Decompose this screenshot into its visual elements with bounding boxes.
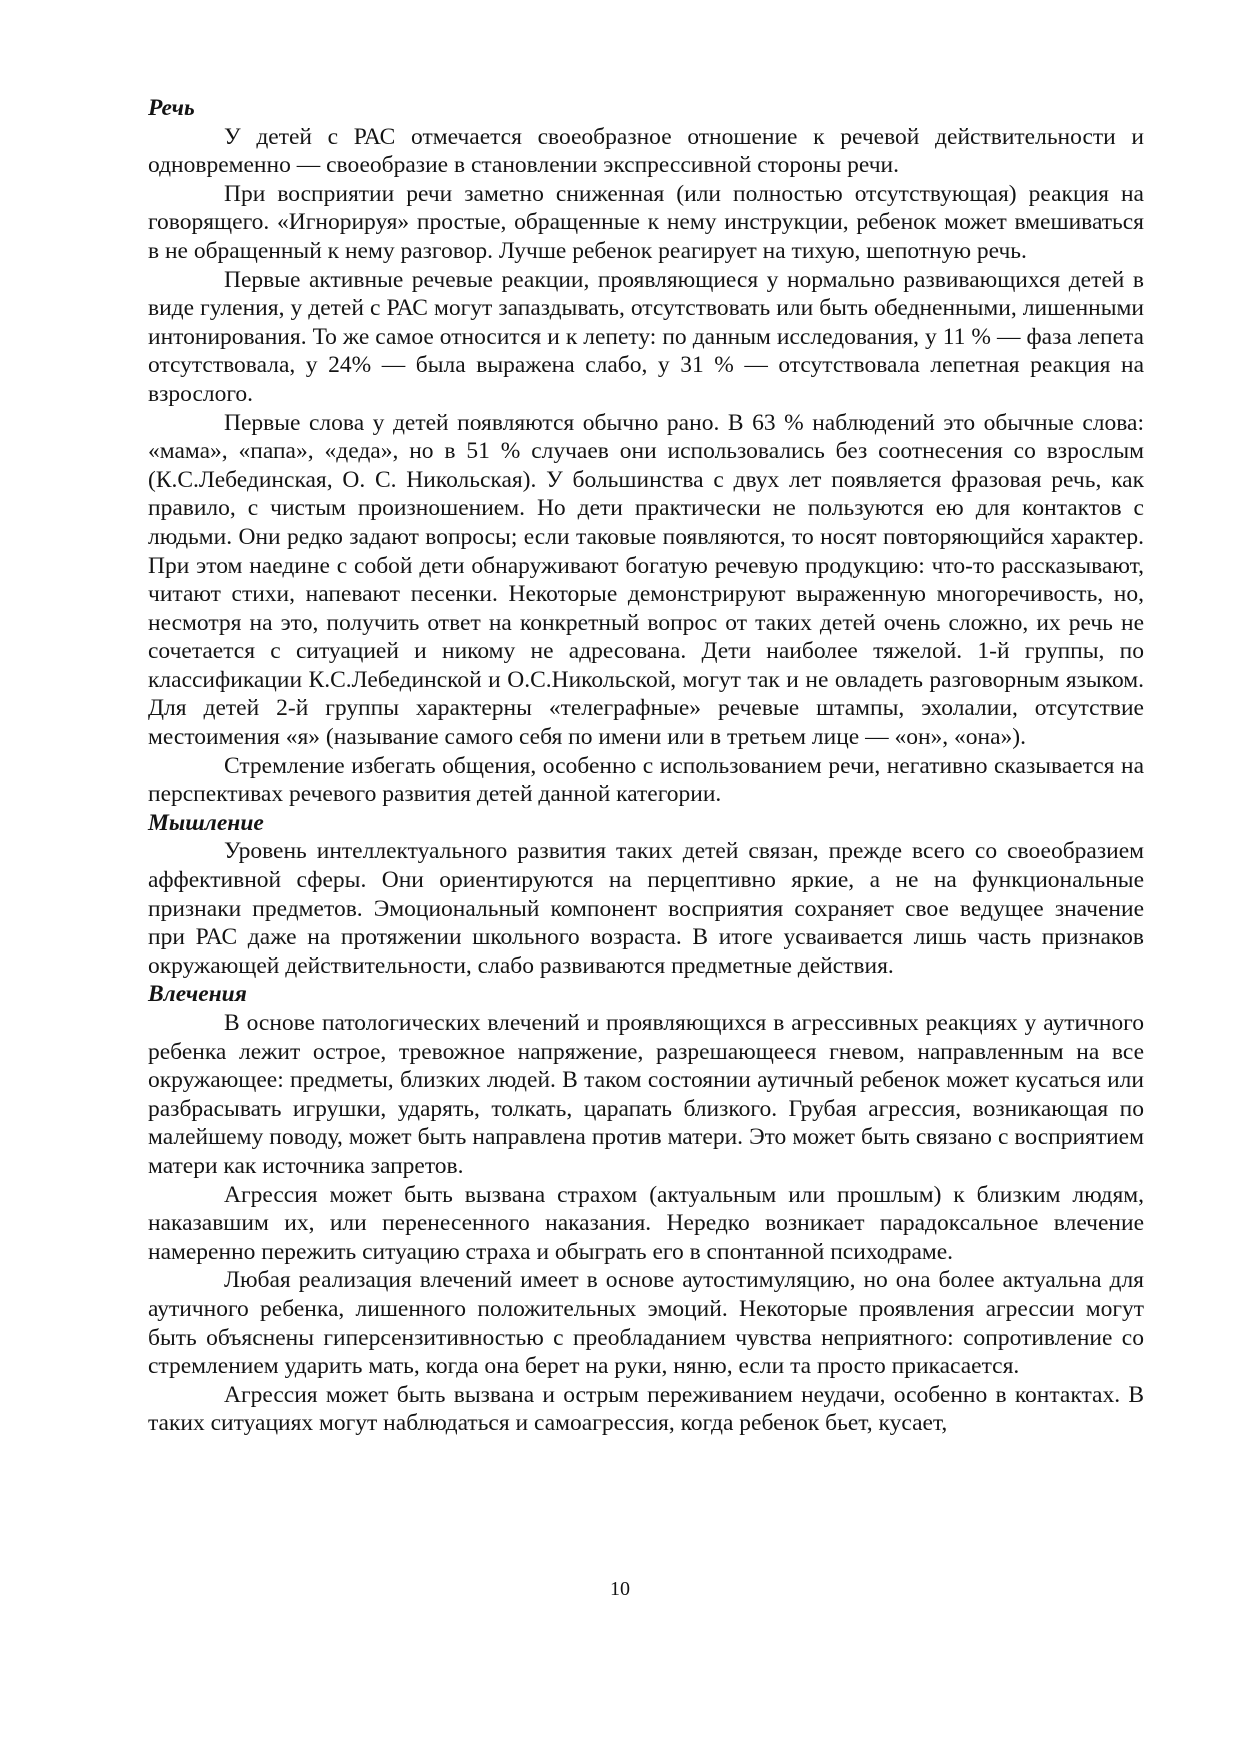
paragraph: Первые слова у детей появляются обычно рано. В 63 % наблюдений это обычные слова: «мама», «папа», «деда», но в 51 % случаев они использовались без соотнесения со взрослым (К.С.Лебединская, О. С. Никольская). У большинства с двух лет появляется фразовая речь, как правило, с чистым произношением. Но дети практически не пользуются ею для контактов с людьми. Они редко задают вопросы; если таковые появляются, то носят повторяющийся характер. При этом наедине с собой дети обнаруживают богатую речевую продукцию: что-то рассказывают, читают стихи, напевают песенки. Некоторые демонстрируют выраженную многоречивость, но, несмотря на это, получить ответ на конкретный вопрос от таких детей очень сложно, их речь не сочетается с ситуацией и никому не адресована. Дети наиболее тяжелой. 1-й группы, по классификации К.С.Лебединской и О.С.Никольской, могут так и не овладеть разговорным языком. Для детей 2-й группы характерны «телеграфные» речевые штампы, эхолалии, отсутствие местоимения «я» (называние самого себя по имени или в третьем лице — «он», «она»). bbox=[148, 409, 1144, 751]
page-body bbox=[148, 94, 1144, 1438]
paragraph: При восприятии речи заметно сниженная (или полностью отсутствующая) реакция на говорящего. «Игнорируя» простые, обращенные к нему инструкции, ребенок может вмешиваться в не обращенный к нему разговор. Лучше ребенок реагирует на тихую, шепотную речь. bbox=[148, 180, 1144, 264]
section-heading-speech: Речь bbox=[148, 95, 195, 121]
section-heading-thinking: Мышление bbox=[148, 809, 264, 836]
section-heading-drives: Влечения bbox=[148, 981, 247, 1008]
paragraph: Первые активные речевые реакции, проявляющиеся у нормально развивающихся детей в виде гуления, у детей с РАС могут запаздывать, отсутствовать или быть обедненными, лишенными интонирования. То же самое относится и к лепету: по данным исследования, у 11 % — фаза лепета отсутствовала, у 24% — была выражена слабо, у 31 % — отсутствовала лепетная реакция на взрослого. bbox=[148, 266, 1144, 407]
paragraph: В основе патологических влечений и проявляющихся в агрессивных реакциях у аутичного ребенка лежит острое, тревожное напряжение, разрешающееся гневом, направленным на все окружающее: предметы, близких людей. В таком состоянии аутичный ребенок может кусаться или разбрасывать игрушки, ударять, толкать, царапать близкого. Грубая агрессия, возникающая по малейшему поводу, может быть направлена против матери. Это может быть связано с восприятием матери как источника запретов. bbox=[148, 1010, 1144, 1179]
paragraph: Любая реализация влечений имеет в основе аутостимуляцию, но она более актуальна для аутичного ребенка, лишенного положительных эмоций. Некоторые проявления агрессии могут быть объяснены гиперсензитивностью с преобладанием чувства неприятного: сопротивление со стремлением ударить мать, когда она берет на руки, няню, если та просто прикасается. bbox=[148, 1267, 1144, 1380]
paragraph: Агрессия может быть вызвана страхом (актуальным или прошлым) к близким людям, наказавшим их, или перенесенного наказания. Нередко возникает парадоксальное влечение намеренно пережить ситуацию страха и обыграть его в спонтанной психодраме. bbox=[148, 1181, 1144, 1265]
paragraph: Агрессия может быть вызвана и острым переживанием неудачи, особенно в контактах. В таких ситуациях могут наблюдаться и самоагрессия, когда ребенок бьет, кусает, bbox=[148, 1381, 1144, 1437]
page-number: 10 bbox=[610, 1578, 630, 1600]
paragraph: Стремление избегать общения, особенно с использованием речи, негативно сказывается на перспективах речевого развития детей данной категории. bbox=[148, 752, 1144, 808]
paragraph: Уровень интеллектуального развития таких детей связан, прежде всего со своеобразием аффективной сферы. Они ориентируются на перцептивно яркие, а не на функциональные признаки предметов. Эмоциональный компонент восприятия сохраняет свое ведущее значение при РАС даже на протяжении школьного возраста. В итоге усваивается лишь часть признаков окружающей действительности, слабо развиваются предметные действия. bbox=[148, 838, 1144, 979]
paragraph: У детей с РАС отмечается своеобразное отношение к речевой действительности и одновременно — своеобразие в становлении экспрессивной стороны речи. bbox=[148, 123, 1144, 179]
